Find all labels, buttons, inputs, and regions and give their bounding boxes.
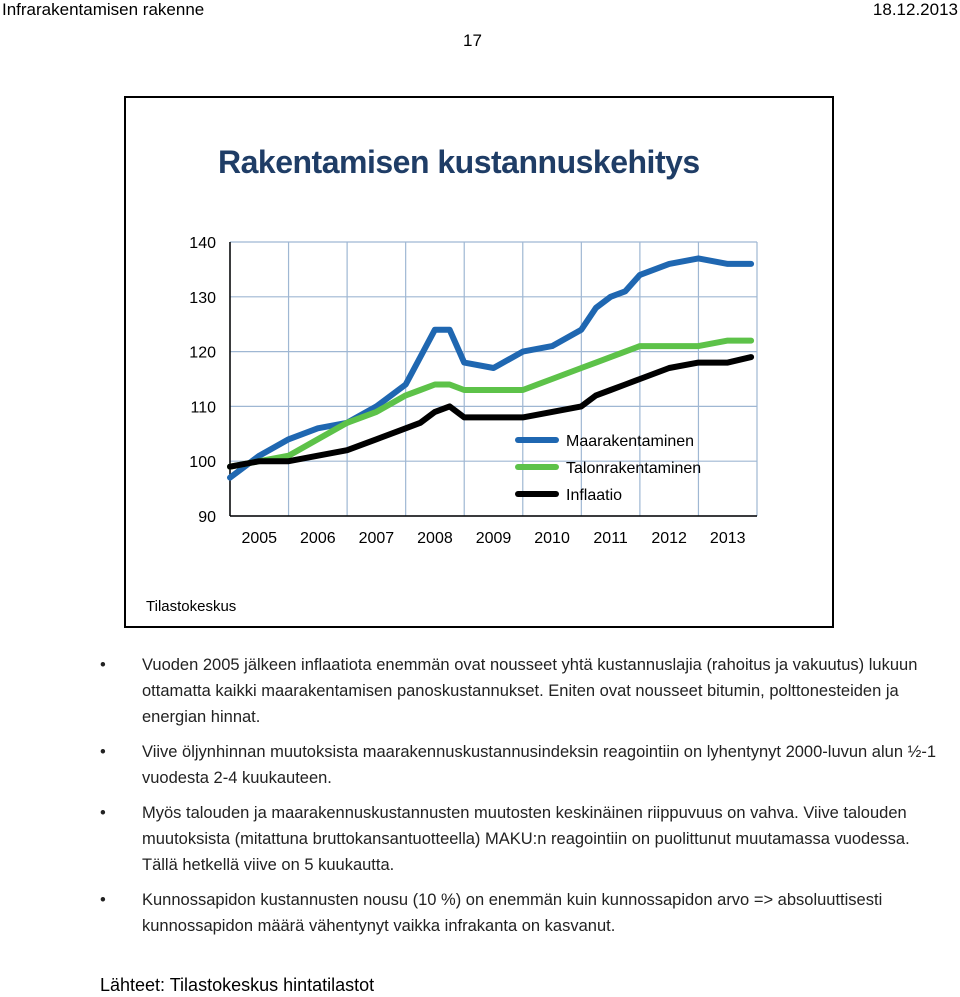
y-tick-label: 120 [189, 344, 216, 362]
y-tick-label: 90 [198, 509, 216, 526]
y-tick-label: 100 [189, 454, 216, 472]
bullet-item: • Vuoden 2005 jälkeen inflaatiota enemmän ovat nousseet yhtä kustannuslajia (rahoitus ja vakuutus) lukuun ottamatta kaikki maarakentamisen panoskustannukset. Eniten ovat nousseet bitumin, polttonesteiden ja energian hinnat. [100, 652, 940, 730]
chart-title: Rakentamisen kustannuskehitys [218, 144, 700, 180]
y-tick-label: 130 [189, 289, 216, 307]
x-tick-label: 2008 [417, 530, 453, 547]
document-title: Infrarakentamisen rakenne [2, 0, 205, 19]
bullet-item: • Kunnossapidon kustannusten nousu (10 %) on enemmän kuin kunnossapidon arvo => absoluuttisesti kunnossapidon määrä vähentynyt vaikka infrakanta on kasvanut. [100, 887, 940, 939]
x-tick-label: 2013 [709, 530, 746, 547]
legend-label: Maarakentaminen [566, 433, 695, 450]
x-tick-label: 2010 [534, 530, 570, 547]
sources-footnote: Lähteet: Tilastokeskus hintatilastot [100, 975, 375, 995]
series-line-2 [230, 357, 751, 467]
x-tick-label: 2009 [475, 530, 512, 547]
document-date: 18.12.2013 [872, 0, 958, 19]
x-tick-label: 2011 [593, 530, 628, 547]
legend-label: Inflaatio [566, 487, 623, 504]
x-tick-label: 2006 [300, 530, 336, 547]
page-number: 17 [463, 31, 482, 50]
legend-label: Talonrakentaminen [566, 460, 702, 477]
bullet-item: • Myös talouden ja maarakennuskustannusten muutosten keskinäinen riippuvuus on vahva. Viive talouden muutoksista (mitattuna bruttokansantuotteella) MAKU:n reagointiin on puolittunut muutamassa vuodessa. Tällä hetkellä viive on 5 kuukautta. [100, 800, 940, 878]
bullet-list [100, 652, 940, 948]
x-tick-label: 2007 [358, 530, 395, 547]
y-tick-label: 110 [190, 399, 216, 417]
y-tick-label: 140 [189, 235, 216, 252]
x-tick-label: 2012 [651, 530, 687, 547]
x-tick-label: 2005 [241, 530, 278, 547]
bullet-item: • Viive öljynhinnan muutoksista maarakennuskustannusindeksin reagointiin on lyhentynyt 2000-luvun alun ½-1 vuodesta 2-4 kuukauteen. [100, 739, 940, 791]
figure-source: Tilastokeskus [146, 598, 237, 615]
